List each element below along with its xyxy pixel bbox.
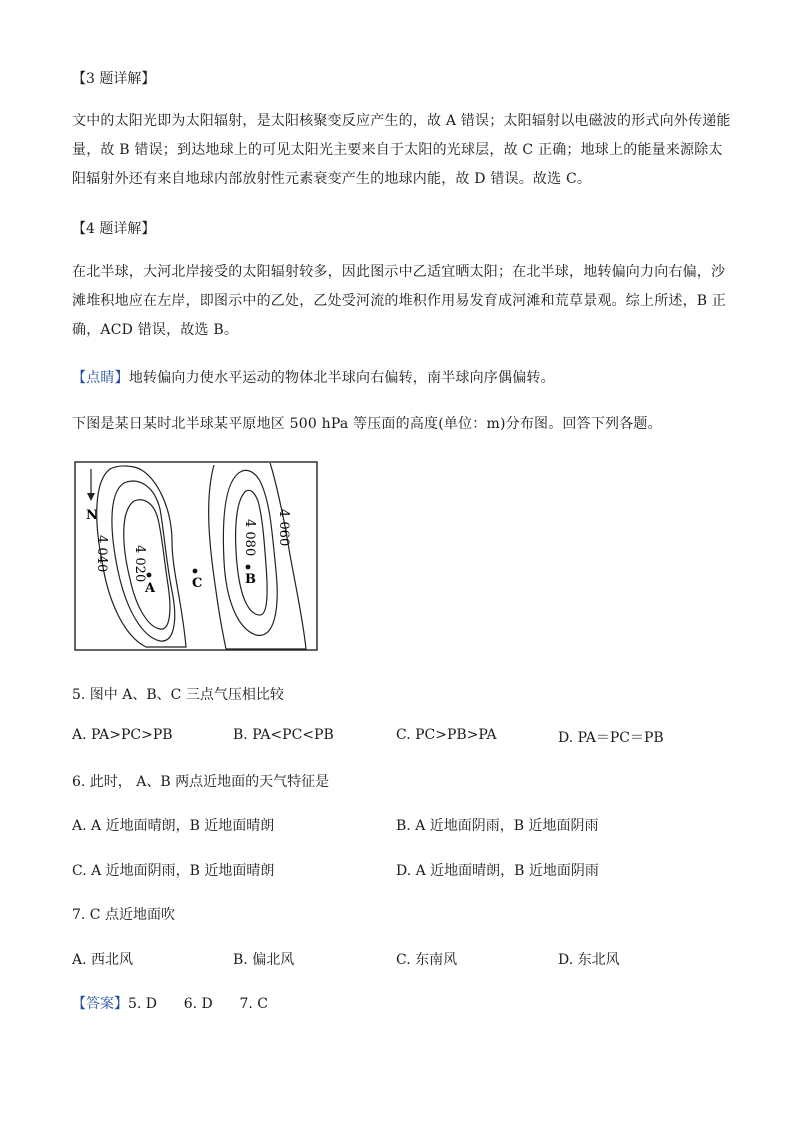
q5-option-a[interactable]: A. PA>PC>PB — [72, 727, 173, 743]
answer-tag: 【答案】 — [72, 996, 128, 1012]
contour-label-4060: 4 060 — [276, 509, 291, 547]
section-4-body: 在北半球，大河北岸接受的太阳辐射较多，因此图示中乙适宜晒太阳；在北半球，地转偏向力向右偏，沙滩堆积地应在左岸，即图示中的乙处，乙处受河流的堆积作用易发育成河滩和荒草景观。综上所述，B 正确，ACD 错误，故选 B。 — [72, 264, 727, 338]
answer-line — [72, 993, 268, 1013]
section-3-body: 文中的太阳光即为太阳辐射，是太阳核聚变反应产生的，故 A 错误；太阳辐射以电磁波的形式向外传递能量，故 B 错误；到达地球上的可见太阳光主要来自于太阳的光球层，故 C 正确；地球上的能量来源除太阳辐射外还有来自地球内部放射性元素衰变产生的地球内能，故 D 错误。故选 C。 — [72, 113, 731, 187]
q7-option-c[interactable]: C. 东南风 — [396, 952, 458, 968]
point-a-label: A — [145, 581, 156, 596]
q7-option-d[interactable]: D. 东北风 — [558, 952, 620, 968]
section-4-title: 【4 题详解】 — [72, 221, 156, 237]
q6-options-row-1 — [72, 815, 732, 835]
q5-options — [72, 727, 732, 747]
q6-option-c[interactable]: C. A 近地面阴雨，B 近地面晴朗 — [72, 863, 275, 879]
q6-stem: 6. 此时， A、B 两点近地面的天气特征是 — [72, 774, 330, 790]
q6-option-a[interactable]: A. A 近地面晴朗，B 近地面晴朗 — [72, 818, 275, 834]
q5-stem: 5. 图中 A、B、C 三点气压相比较 — [72, 687, 284, 703]
q7-options — [72, 949, 732, 969]
isobaric-height-map — [74, 461, 318, 651]
q5-option-c[interactable]: C. PC>PB>PA — [396, 727, 497, 743]
point-b-marker — [246, 565, 251, 570]
point-a-marker — [147, 573, 152, 578]
point-b-label: B — [245, 572, 256, 587]
tip-paragraph — [72, 364, 732, 393]
section-3-title: 【3 题详解】 — [72, 71, 156, 87]
q6-option-b[interactable]: B. A 近地面阴雨，B 近地面阴雨 — [396, 818, 599, 834]
tip-tag: 【点睛】 — [72, 370, 129, 386]
contour-label-4020: 4 020 — [132, 545, 147, 583]
q6-options-row-2 — [72, 860, 732, 880]
tip-text: 地转偏向力使水平运动的物体北半球向右偏转，南半球向序偶偏转。 — [128, 370, 555, 386]
q7-option-a[interactable]: A. 西北风 — [72, 952, 134, 968]
map-frame — [75, 462, 317, 650]
q7-stem: 7. C 点近地面吹 — [72, 907, 175, 923]
q5-option-d[interactable]: D. PA＝PC＝PB — [558, 730, 664, 746]
contour-label-4080: 4 080 — [242, 519, 257, 557]
north-label: N — [86, 508, 98, 523]
q5-option-b[interactable]: B. PA<PC<PB — [233, 727, 334, 743]
contour-label-4040: 4 040 — [94, 535, 109, 573]
point-c-label: C — [192, 576, 203, 591]
point-c-marker — [193, 569, 198, 574]
intro-text: 下图是某日某时北半球某平原地区 500 hPa 等压面的高度(单位：m)分布图。回答下列各题。 — [72, 416, 662, 432]
q6-option-d[interactable]: D. A 近地面晴朗，B 近地面阴雨 — [396, 863, 599, 879]
answer-items: 5. D 6. D 7. C — [128, 996, 268, 1012]
q7-option-b[interactable]: B. 偏北风 — [233, 952, 295, 968]
